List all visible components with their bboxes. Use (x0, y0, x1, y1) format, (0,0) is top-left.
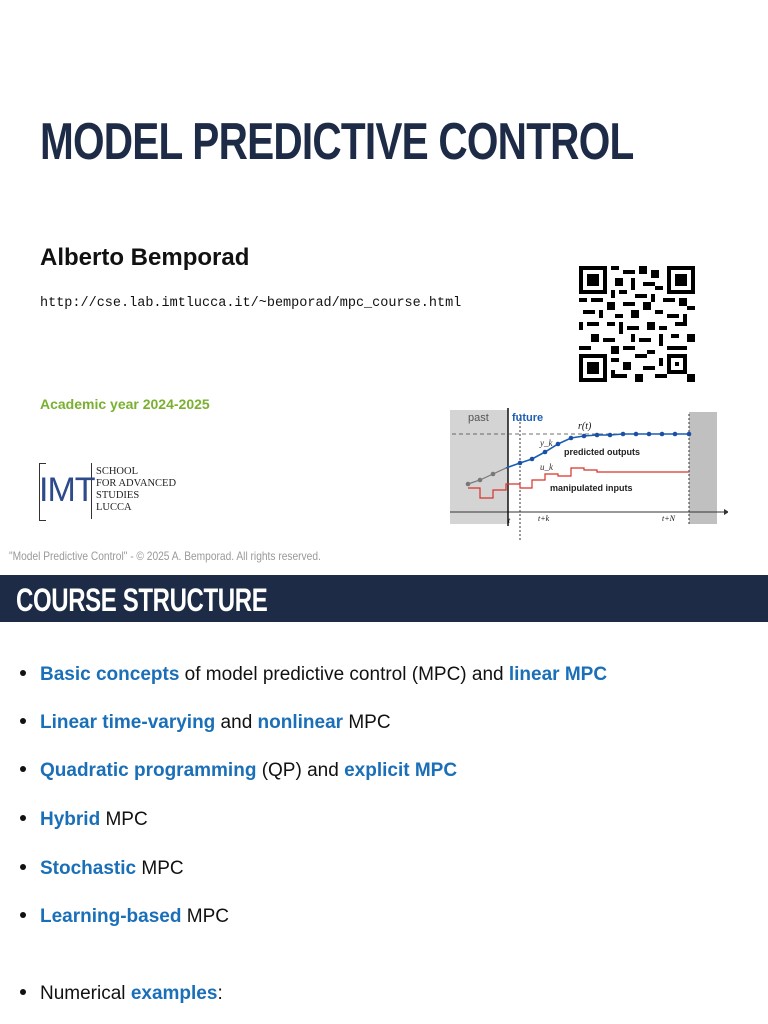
past-output-point (491, 472, 496, 477)
logo-letters: IMT (39, 471, 95, 509)
predicted-output-point (608, 433, 613, 438)
logo-line: SCHOOL (96, 466, 139, 477)
copyright-footer: "Model Predictive Control" - © 2025 A. Bemporad. All rights reserved. (9, 549, 321, 563)
predicted-output-point (569, 436, 574, 441)
predicted-output-point (582, 434, 587, 439)
bullet-icon (20, 989, 26, 995)
logo-line: LUCCA (96, 502, 132, 513)
item-text: MPC (343, 712, 391, 733)
section-title: COURSE STRUCTURE (16, 582, 268, 618)
predicted-output-point (647, 432, 652, 437)
past-output-point (466, 482, 471, 487)
item-highlight[interactable]: nonlinear (257, 712, 344, 733)
logo-line: STUDIES (96, 490, 140, 501)
list-item (20, 664, 607, 686)
list-item (20, 809, 148, 831)
bullet-icon (20, 864, 26, 870)
predicted-output-point (530, 457, 535, 462)
bullet-icon (20, 766, 26, 772)
list-item (20, 906, 229, 928)
reference-label: r(t) (578, 421, 592, 432)
list-item (20, 983, 223, 1005)
tick-tn: t+N (662, 514, 675, 523)
predicted-output-point (634, 432, 639, 437)
item-highlight[interactable]: Quadratic programming (40, 760, 257, 781)
horizon-end-region (689, 412, 717, 524)
predicted-output-point (556, 442, 561, 447)
predicted-output-point (543, 450, 548, 455)
future-label: future (512, 412, 544, 424)
qr-code-icon (579, 266, 695, 382)
bullet-icon (20, 815, 26, 821)
tick-t: t (508, 516, 511, 525)
course-url[interactable]: http://cse.lab.imtlucca.it/~bemporad/mpc_course.html (40, 296, 462, 311)
tick-tk: t+k (538, 514, 550, 523)
list-item (20, 712, 391, 734)
outputs-label: predicted outputs (564, 447, 640, 457)
past-label: past (468, 412, 489, 424)
predicted-output-point (621, 432, 626, 437)
inputs-label: manipulated inputs (550, 483, 633, 493)
past-output-point (478, 478, 483, 483)
item-text: MPC (181, 906, 229, 927)
item-highlight[interactable]: explicit MPC (344, 760, 458, 781)
item-highlight[interactable]: Linear time-varying (40, 712, 216, 733)
list-item (20, 858, 184, 880)
bullet-icon (20, 912, 26, 918)
predicted-output-point (673, 432, 678, 437)
bullet-icon (20, 670, 26, 676)
time-axis-arrow-icon (724, 509, 728, 515)
bullet-icon (20, 718, 26, 724)
logo-line: FOR ADVANCED (96, 478, 177, 489)
item-highlight[interactable]: examples (130, 983, 218, 1004)
academic-year: Academic year 2024-2025 (40, 396, 210, 412)
predicted-output-point (518, 461, 523, 466)
predicted-output-point (595, 433, 600, 438)
author-name: Alberto Bemporad (40, 244, 250, 271)
predicted-output-point (687, 432, 692, 437)
item-text: of model predictive control (MPC) and (179, 664, 509, 685)
list-item (20, 760, 457, 782)
u-label: u_k (540, 462, 553, 472)
logo-text (96, 466, 176, 514)
item-text: Numerical (40, 983, 131, 1004)
item-highlight[interactable]: Learning-based (40, 906, 182, 927)
item-highlight[interactable]: Stochastic (40, 858, 137, 879)
item-highlight[interactable]: linear MPC (508, 664, 608, 685)
item-text: : (217, 983, 223, 1004)
item-text: (QP) and (256, 760, 345, 781)
predicted-output-point (660, 432, 665, 437)
item-highlight[interactable]: Hybrid (40, 809, 101, 830)
slide-title: MODEL PREDICTIVE CONTROL (40, 113, 634, 171)
imt-logo (39, 463, 189, 521)
y-label: y_k (540, 438, 553, 448)
item-text: MPC (100, 809, 148, 830)
mpc-diagram (448, 404, 728, 542)
item-highlight[interactable]: Basic concepts (40, 664, 180, 685)
past-region (450, 410, 508, 524)
item-text: MPC (136, 858, 184, 879)
item-text: and (215, 712, 258, 733)
section-header-bar (0, 575, 768, 622)
